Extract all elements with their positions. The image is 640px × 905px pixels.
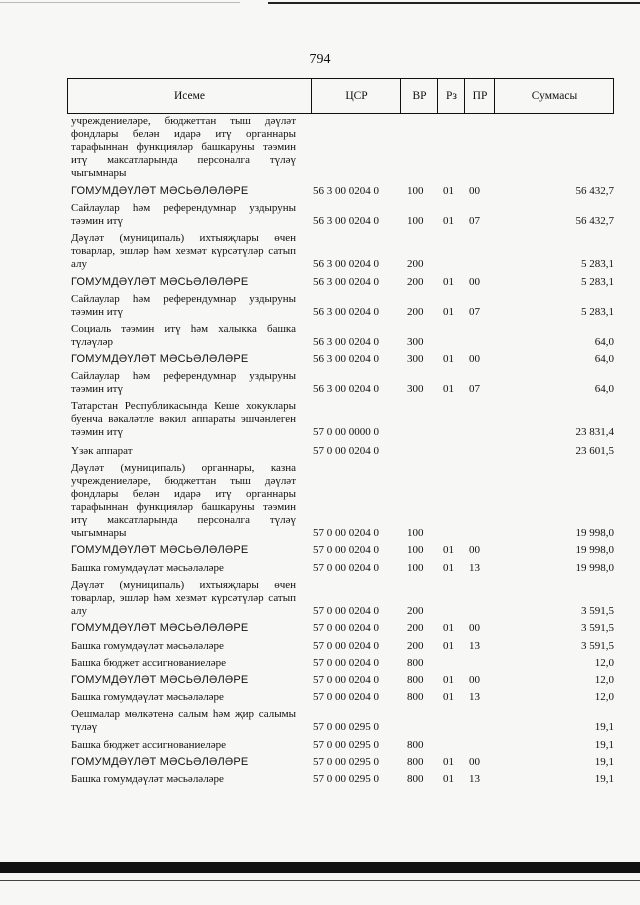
row-pr: 00 [469, 622, 480, 634]
row-name: Башка гомумдәүләт мәсьәләләре [71, 562, 224, 574]
row-sum: 19 998,0 [575, 562, 614, 574]
row-csr: 56 3 00 0204 0 [313, 336, 379, 348]
header-rz: Рз [437, 79, 465, 113]
table-row [71, 276, 614, 289]
row-pr: 13 [469, 562, 480, 574]
table-row [71, 232, 614, 271]
row-name: Үзәк аппарат [71, 445, 133, 457]
row-pr: 00 [469, 185, 480, 197]
row-rz: 01 [443, 215, 454, 227]
scan-top-line [268, 2, 640, 4]
row-name: Башка гомумдәүләт мәсьәләләре [71, 691, 224, 703]
table-row [71, 202, 614, 228]
row-csr: 57 0 00 0204 0 [313, 640, 379, 652]
row-name: учреждениеләре, бюджеттан тыш дәүләт фондлары белән идарә итү органнары тарафыннан функцияләр башкаруны тәэмин итү максатларында персоналга түләү чыгымнары [71, 115, 296, 179]
row-name: ГОМУМДӘҮЛӘТ МӘСЬӘЛӘЛӘРЕ [71, 353, 249, 365]
row-vr: 800 [407, 773, 424, 785]
scan-top-line-left [0, 2, 240, 3]
table-row [71, 544, 614, 557]
page-number: 794 [309, 52, 331, 67]
row-vr: 300 [407, 353, 424, 365]
header-sum: Суммасы [494, 79, 614, 113]
table-row [71, 640, 614, 653]
row-sum: 19 998,0 [575, 544, 614, 556]
row-name: Башка бюджет ассигнованиеләре [71, 657, 226, 669]
table-body [71, 115, 614, 786]
row-sum: 56 432,7 [575, 185, 614, 197]
row-pr: 00 [469, 544, 480, 556]
row-name: Оешмалар мөлкәтенә салым һәм җир салымы түләү [71, 708, 296, 733]
row-pr: 07 [469, 215, 480, 227]
row-vr: 800 [407, 691, 424, 703]
row-sum: 19,1 [594, 721, 614, 733]
row-name: Дәүләт (муниципаль) органнары, казна учреждениеләре, бюджеттан тыш дәүләт фондлары белән идарә итү органнары тарафыннан функцияләр башкаруны тәэмин итү максатларында персоналга түләү чыгымнары [71, 462, 296, 539]
row-pr: 00 [469, 353, 480, 365]
table-row [71, 691, 614, 704]
row-rz: 01 [443, 622, 454, 634]
row-sum: 12,0 [594, 657, 614, 669]
row-rz: 01 [443, 276, 454, 288]
header-name: Исеме [173, 90, 206, 102]
table-row [71, 185, 614, 198]
row-csr: 56 3 00 0204 0 [313, 276, 379, 288]
header-pr: ПР [464, 79, 495, 113]
scan-bottom-line [0, 880, 640, 881]
row-csr: 57 0 00 0204 0 [313, 674, 379, 686]
row-csr: 57 0 00 0295 0 [313, 721, 379, 733]
row-name: Сайлаулар һәм референдумнар уздыруны тәэмин итү [71, 293, 296, 318]
table-row [71, 674, 614, 687]
row-vr: 800 [407, 657, 424, 669]
row-pr: 07 [469, 306, 480, 318]
row-sum: 19,1 [594, 739, 614, 751]
row-name: Сайлаулар һәм референдумнар уздыруны тәэмин итү [71, 370, 296, 395]
row-name: ГОМУМДӘҮЛӘТ МӘСЬӘЛӘЛӘРЕ [71, 756, 249, 768]
row-vr: 800 [407, 756, 424, 768]
table-row [71, 445, 614, 458]
row-csr: 57 0 00 0295 0 [313, 739, 379, 751]
row-csr: 56 3 00 0204 0 [313, 306, 379, 318]
table-row [71, 562, 614, 575]
row-vr: 100 [407, 562, 424, 574]
row-rz: 01 [443, 640, 454, 652]
row-csr: 57 0 00 0204 0 [313, 605, 379, 617]
row-sum: 64,0 [594, 336, 614, 348]
row-pr: 07 [469, 383, 480, 395]
table-row [71, 115, 614, 180]
row-vr: 800 [407, 739, 424, 751]
row-pr: 00 [469, 276, 480, 288]
row-vr: 200 [407, 258, 424, 270]
row-csr: 56 3 00 0204 0 [313, 353, 379, 365]
row-sum: 5 283,1 [581, 306, 614, 318]
row-name: Башка гомумдәүләт мәсьәләләре [71, 773, 224, 785]
row-rz: 01 [443, 185, 454, 197]
row-sum: 64,0 [594, 383, 614, 395]
row-vr: 200 [407, 605, 424, 617]
row-csr: 57 0 00 0204 0 [313, 657, 379, 669]
row-rz: 01 [443, 674, 454, 686]
row-vr: 300 [407, 336, 424, 348]
table-row [71, 657, 614, 670]
table-row [71, 293, 614, 319]
row-name: ГОМУМДӘҮЛӘТ МӘСЬӘЛӘЛӘРЕ [71, 674, 249, 686]
row-pr: 13 [469, 640, 480, 652]
row-csr: 56 3 00 0204 0 [313, 383, 379, 395]
row-csr: 57 0 00 0295 0 [313, 773, 379, 785]
table-row [71, 462, 614, 540]
row-pr: 13 [469, 691, 480, 703]
row-csr: 56 3 00 0204 0 [313, 258, 379, 270]
row-vr: 200 [407, 276, 424, 288]
row-csr: 56 3 00 0204 0 [313, 185, 379, 197]
row-name: Башка гомумдәүләт мәсьәләләре [71, 640, 224, 652]
row-rz: 01 [443, 544, 454, 556]
row-sum: 5 283,1 [581, 276, 614, 288]
row-sum: 12,0 [594, 674, 614, 686]
row-name: Дәүләт (муниципаль) ихтыяҗлары өчен товарлар, эшләр һәм хезмәт күрсәтүләр сатып алу [71, 232, 296, 270]
row-sum: 56 432,7 [575, 215, 614, 227]
row-sum: 12,0 [594, 691, 614, 703]
table-row [71, 353, 614, 366]
row-csr: 56 3 00 0204 0 [313, 215, 379, 227]
row-pr: 13 [469, 773, 480, 785]
row-rz: 01 [443, 353, 454, 365]
row-vr: 100 [407, 544, 424, 556]
row-vr: 200 [407, 640, 424, 652]
table-row [71, 773, 614, 786]
table-row [71, 370, 614, 396]
row-sum: 3 591,5 [581, 605, 614, 617]
row-rz: 01 [443, 691, 454, 703]
row-csr: 57 0 00 0204 0 [313, 445, 379, 457]
row-csr: 57 0 00 0295 0 [313, 756, 379, 768]
row-rz: 01 [443, 773, 454, 785]
table-header [67, 78, 614, 114]
row-sum: 19,1 [594, 756, 614, 768]
row-csr: 57 0 00 0204 0 [313, 691, 379, 703]
row-vr: 100 [407, 185, 424, 197]
row-name: Татарстан Республикасында Кеше хокуклары буенча вәкаләтле вәкил аппараты эшчәнлеген тәэмин итү [71, 400, 296, 438]
table-row [71, 400, 614, 439]
row-name: ГОМУМДӘҮЛӘТ МӘСЬӘЛӘЛӘРЕ [71, 185, 249, 197]
row-sum: 3 591,5 [581, 640, 614, 652]
row-vr: 200 [407, 306, 424, 318]
row-name: ГОМУМДӘҮЛӘТ МӘСЬӘЛӘЛӘРЕ [71, 622, 249, 634]
row-sum: 64,0 [594, 353, 614, 365]
row-name: ГОМУМДӘҮЛӘТ МӘСЬӘЛӘЛӘРЕ [71, 276, 249, 288]
row-name: ГОМУМДӘҮЛӘТ МӘСЬӘЛӘЛӘРЕ [71, 544, 249, 556]
row-vr: 100 [407, 527, 424, 539]
row-rz: 01 [443, 306, 454, 318]
row-name: Сайлаулар һәм референдумнар уздыруны тәэмин итү [71, 202, 296, 227]
row-vr: 800 [407, 674, 424, 686]
table-row [71, 323, 614, 349]
header-vr: ВР [400, 79, 438, 113]
row-rz: 01 [443, 756, 454, 768]
row-vr: 300 [407, 383, 424, 395]
row-sum: 3 591,5 [581, 622, 614, 634]
row-csr: 57 0 00 0204 0 [313, 562, 379, 574]
scan-bottom-bar [0, 862, 640, 873]
row-pr: 00 [469, 756, 480, 768]
row-sum: 23 831,4 [575, 426, 614, 438]
row-sum: 19,1 [594, 773, 614, 785]
row-vr: 100 [407, 215, 424, 227]
row-rz: 01 [443, 562, 454, 574]
table-row [71, 756, 614, 769]
table-row [71, 739, 614, 752]
row-name: Башка бюджет ассигнованиеләре [71, 739, 226, 751]
row-sum: 5 283,1 [581, 258, 614, 270]
row-csr: 57 0 00 0000 0 [313, 426, 379, 438]
row-sum: 23 601,5 [575, 445, 614, 457]
row-rz: 01 [443, 383, 454, 395]
header-csr: ЦСР [311, 79, 401, 113]
table-row [71, 622, 614, 635]
table-row [71, 708, 614, 734]
table-row [71, 579, 614, 618]
row-csr: 57 0 00 0204 0 [313, 544, 379, 556]
row-sum: 19 998,0 [575, 527, 614, 539]
row-csr: 57 0 00 0204 0 [313, 622, 379, 634]
row-vr: 200 [407, 622, 424, 634]
row-name: Дәүләт (муниципаль) ихтыяҗлары өчен товарлар, эшләр һәм хезмәт күрсәтүләр сатып алу [71, 579, 296, 617]
row-csr: 57 0 00 0204 0 [313, 527, 379, 539]
row-pr: 00 [469, 674, 480, 686]
row-name: Социаль тәэмин итү һәм халыкка башка түләүләр [71, 323, 296, 348]
